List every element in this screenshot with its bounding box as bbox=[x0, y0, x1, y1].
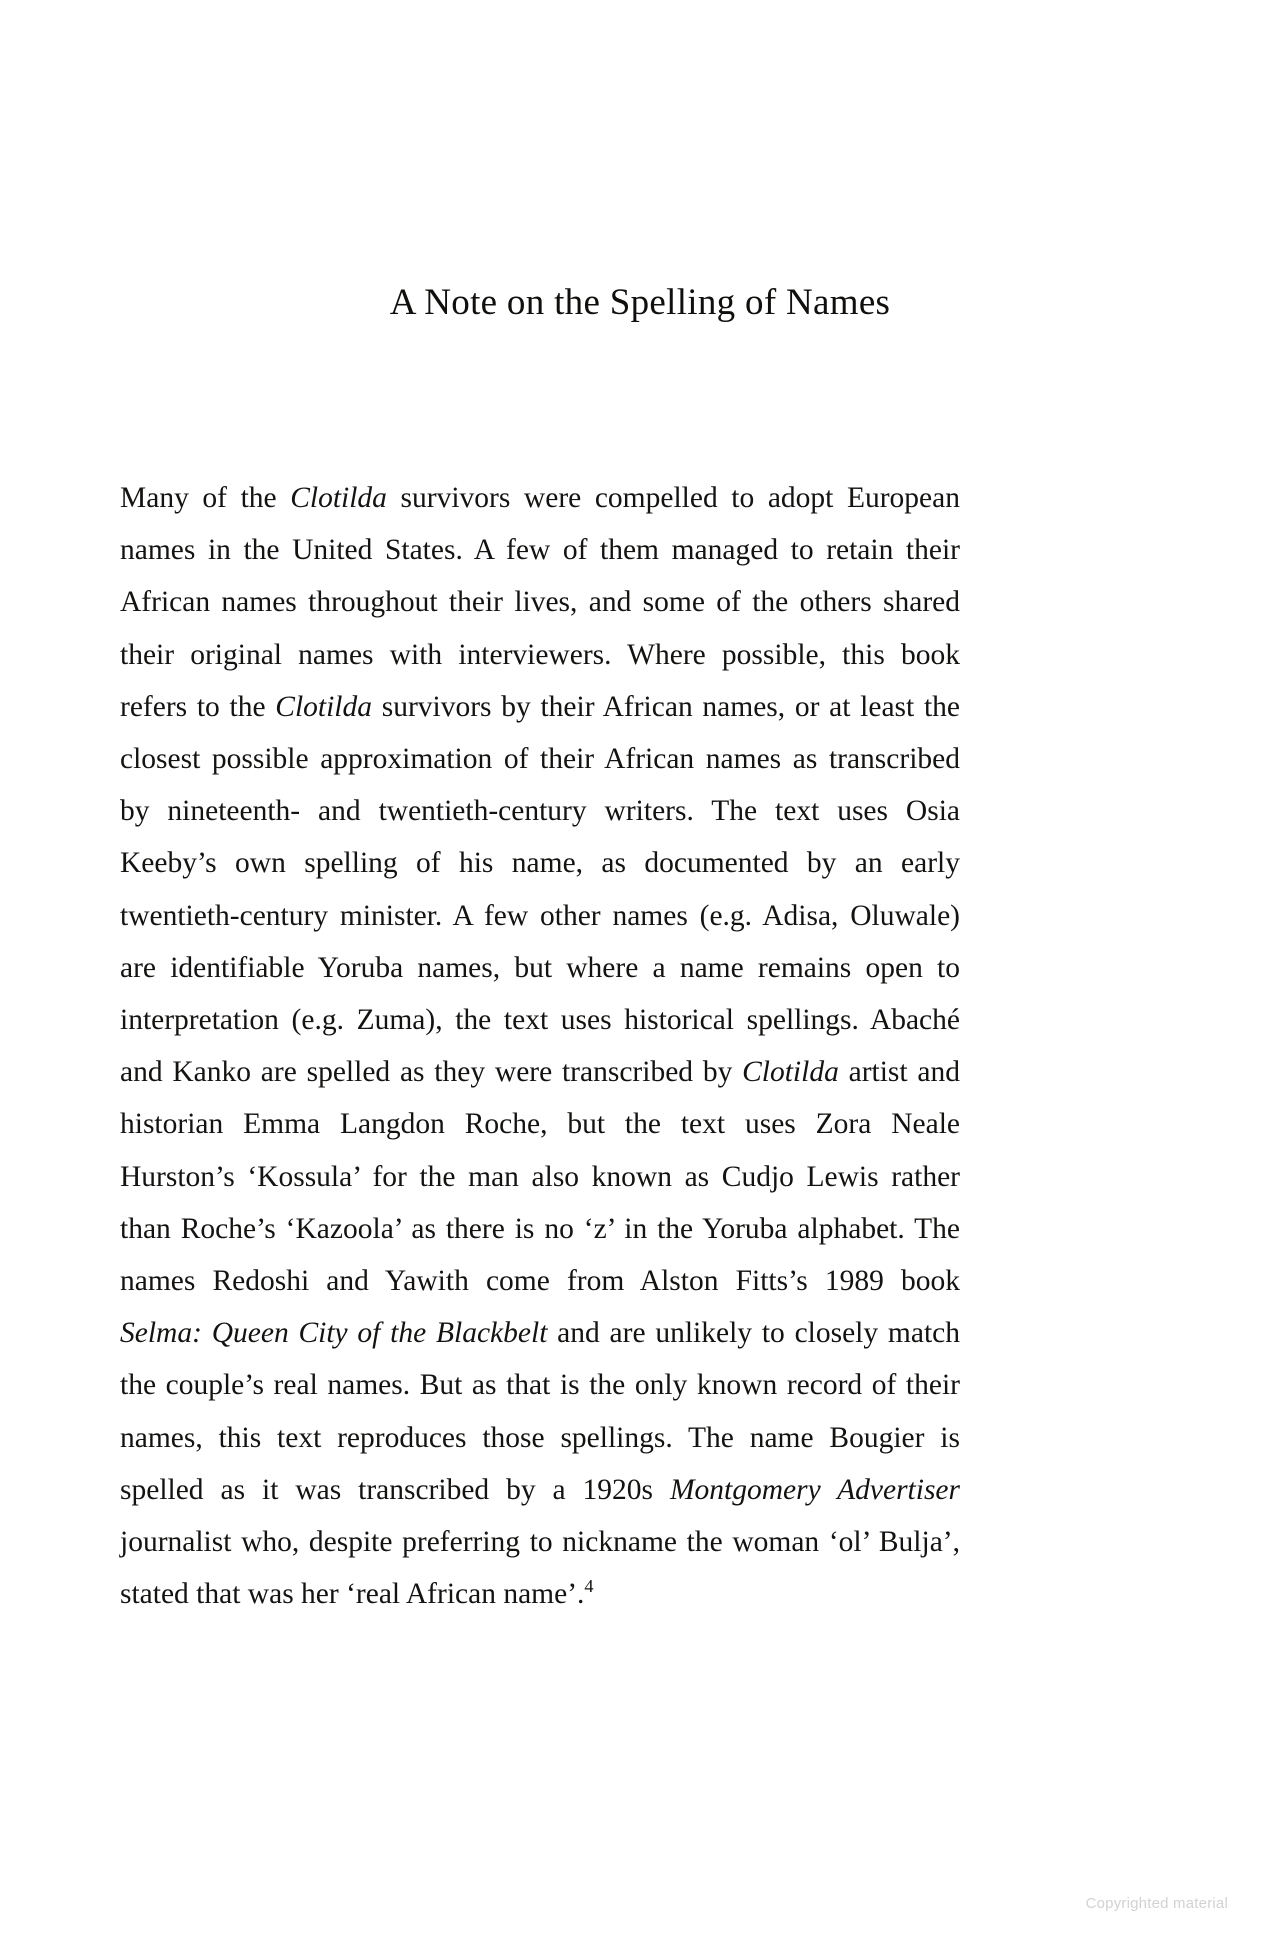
body-text-run: journalist who, despite preferring to nickname the woman ‘ol’ Bulja’, stated that was her ‘real African name’. bbox=[120, 1526, 960, 1611]
body-text-run: survivors were compelled to adopt European names in the United States. A few of them managed to retain their African names throughout their lives, and some of the others shared their original names with interviewers. Where possible, this book refers to the bbox=[120, 482, 960, 723]
body-paragraph bbox=[120, 472, 960, 1620]
body-text-run: Many of the bbox=[120, 482, 291, 514]
copyright-notice: Copyrighted material bbox=[1085, 1895, 1228, 1912]
body-text-run: and are unlikely to closely match the couple’s real names. But as that is the only known record of their names, this text reproduces those spellings. The name Bougier is spelled as it was transcribed by a 1920s bbox=[120, 1317, 960, 1506]
body-text-run: survivors by their African names, or at least the closest possible approximation of their African names as transcribed by nineteenth- and twentieth-century writers. The text uses Osia Keeby’s own spelling of his name, as documented by an early twentieth-century minister. A few other names (e.g. Adisa, Oluwale) are identifiable Yoruba names, but where a name remains open to interpretation (e.g. Zuma), the text uses historical spellings. Abaché and Kanko are spelled as they were transcribed by bbox=[120, 690, 960, 1089]
footnote-reference: 4 bbox=[584, 1576, 594, 1597]
body-text-block bbox=[120, 472, 960, 1620]
italic-title-text: Montgomery Advertiser bbox=[669, 1473, 961, 1506]
page-title: A Note on the Spelling of Names bbox=[389, 281, 891, 323]
italic-title-text: Clotilda bbox=[742, 1056, 839, 1089]
italic-title-text: Clotilda bbox=[275, 690, 372, 723]
italic-title-text: Clotilda bbox=[290, 482, 387, 514]
italic-title-text: Selma: Queen City of the Blackbelt bbox=[120, 1317, 548, 1350]
body-text-run: artist and historian Emma Langdon Roche, but the text uses Zora Neale Hurston’s ‘Kossula’ for the man also known as Cudjo Lewis rather than Roche’s ‘Kazoola’ as there is no ‘z’ in the Yoruba alphabet. The names Redoshi and Yawith come from Alston Fitts’s 1989 book bbox=[120, 1056, 960, 1298]
